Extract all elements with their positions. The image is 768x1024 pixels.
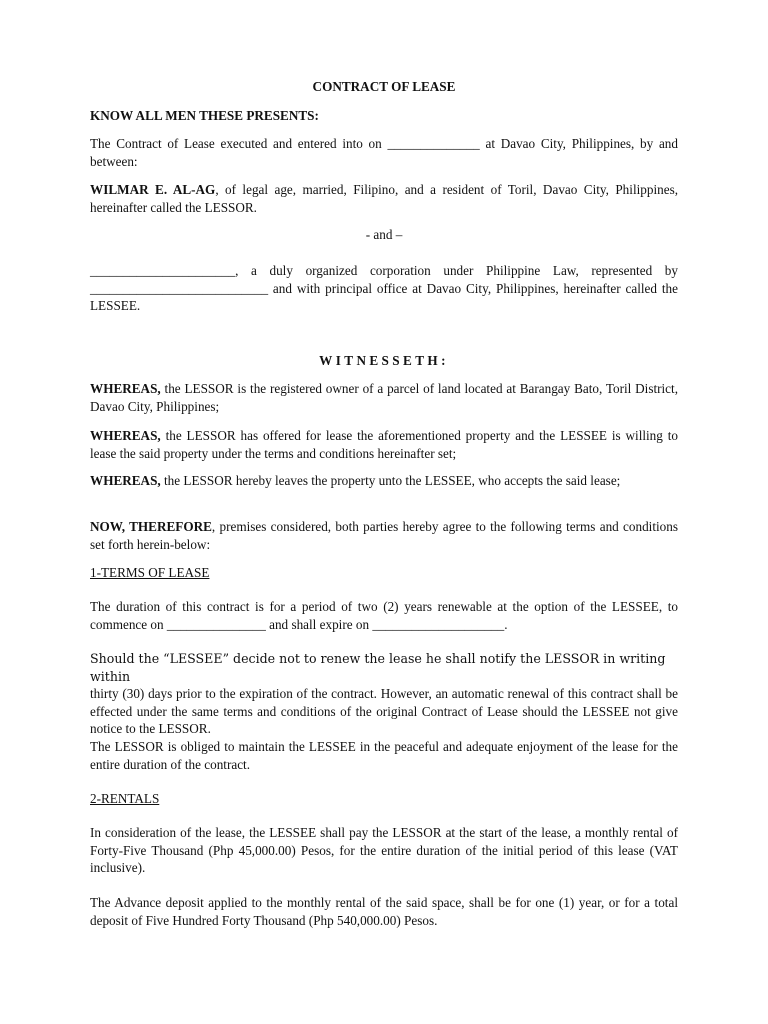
lessee-paragraph: ______________________, a duly organized corporation under Philippine Law, represented by ___________________________ and with principal office at Davao City, Philippines, hereinafter called the LESSEE. xyxy=(90,263,678,313)
and-separator: - and – xyxy=(365,227,403,242)
lessor-description: , of legal age, married, Filipino, and a resident of Toril, Davao City, Philippines, hereinafter called the LESSOR. xyxy=(90,182,678,215)
lessor-name: WILMAR E. AL-AG xyxy=(90,182,216,197)
terms-paragraph-3: The LESSOR is obliged to maintain the LESSEE in the peaceful and adequate enjoyment of the lease for the entire duration of the contract. xyxy=(90,739,678,772)
section-1-heading-text: 1-TERMS OF LEASE xyxy=(90,565,210,580)
whereas-clause-2 xyxy=(90,427,678,462)
rentals-paragraph-1: In consideration of the lease, the LESSEE shall pay the LESSOR at the start of the lease, a monthly rental of Forty-Five Thousand (Php 45,000.00) Pesos, for the entire duration of the initial period of this lease (VAT inclusive). xyxy=(90,825,678,875)
section-2-heading-text: 2-RENTALS xyxy=(90,791,160,806)
document-title: CONTRACT OF LEASE xyxy=(312,79,456,94)
rentals-paragraph-2: The Advance deposit applied to the monthly rental of the said space, shall be for one (1) year, or for a total deposit of Five Hundred Forty Thousand (Php 540,000.00) Pesos. xyxy=(90,895,678,928)
salutation: KNOW ALL MEN THESE PRESENTS: xyxy=(90,108,319,123)
whereas-clause-3 xyxy=(90,472,678,490)
whereas-label: WHEREAS, xyxy=(90,473,161,488)
section-1-heading xyxy=(90,564,678,582)
lessor-paragraph xyxy=(90,181,678,216)
whereas-text: the LESSOR has offered for lease the aforementioned property and the LESSEE is willing to lease the said property under the terms and conditions hereinafter set; xyxy=(90,428,678,461)
whereas-clause-1 xyxy=(90,380,678,415)
whereas-label: WHEREAS, xyxy=(90,428,161,443)
whereas-text: the LESSOR is the registered owner of a parcel of land located at Barangay Bato, Toril District, Davao City, Philippines; xyxy=(90,381,678,414)
terms-paragraph-2 xyxy=(90,650,678,738)
whereas-text: the LESSOR hereby leaves the property unto the LESSEE, who accepts the said lease; xyxy=(160,473,621,488)
terms-paragraph-2-lead: Should the “LESSEE” decide not to renew the lease he shall notify the LESSOR in writing within xyxy=(90,651,666,684)
now-therefore-clause xyxy=(90,518,678,553)
whereas-label: WHEREAS, xyxy=(90,381,161,396)
intro-paragraph: The Contract of Lease executed and entered into on ______________ at Davao City, Philippines, by and between: xyxy=(90,136,678,169)
terms-paragraph-1: The duration of this contract is for a period of two (2) years renewable at the option of the LESSEE, to commence on _______________ and shall expire on ____________________. xyxy=(90,599,678,632)
now-therefore-label: NOW, THEREFORE xyxy=(90,519,212,534)
section-2-heading xyxy=(90,790,678,808)
now-therefore-text: , premises considered, both parties hereby agree to the following terms and conditions set forth herein-below: xyxy=(90,519,678,552)
witnesseth-heading: WITNESSETH: xyxy=(319,353,449,368)
terms-paragraph-2-rest: thirty (30) days prior to the expiration of the contract. However, an automatic renewal of this contract shall be effected under the same terms and conditions of the original Contract of Lease should the LESSEE not give notice to the LESSOR. xyxy=(90,686,678,736)
